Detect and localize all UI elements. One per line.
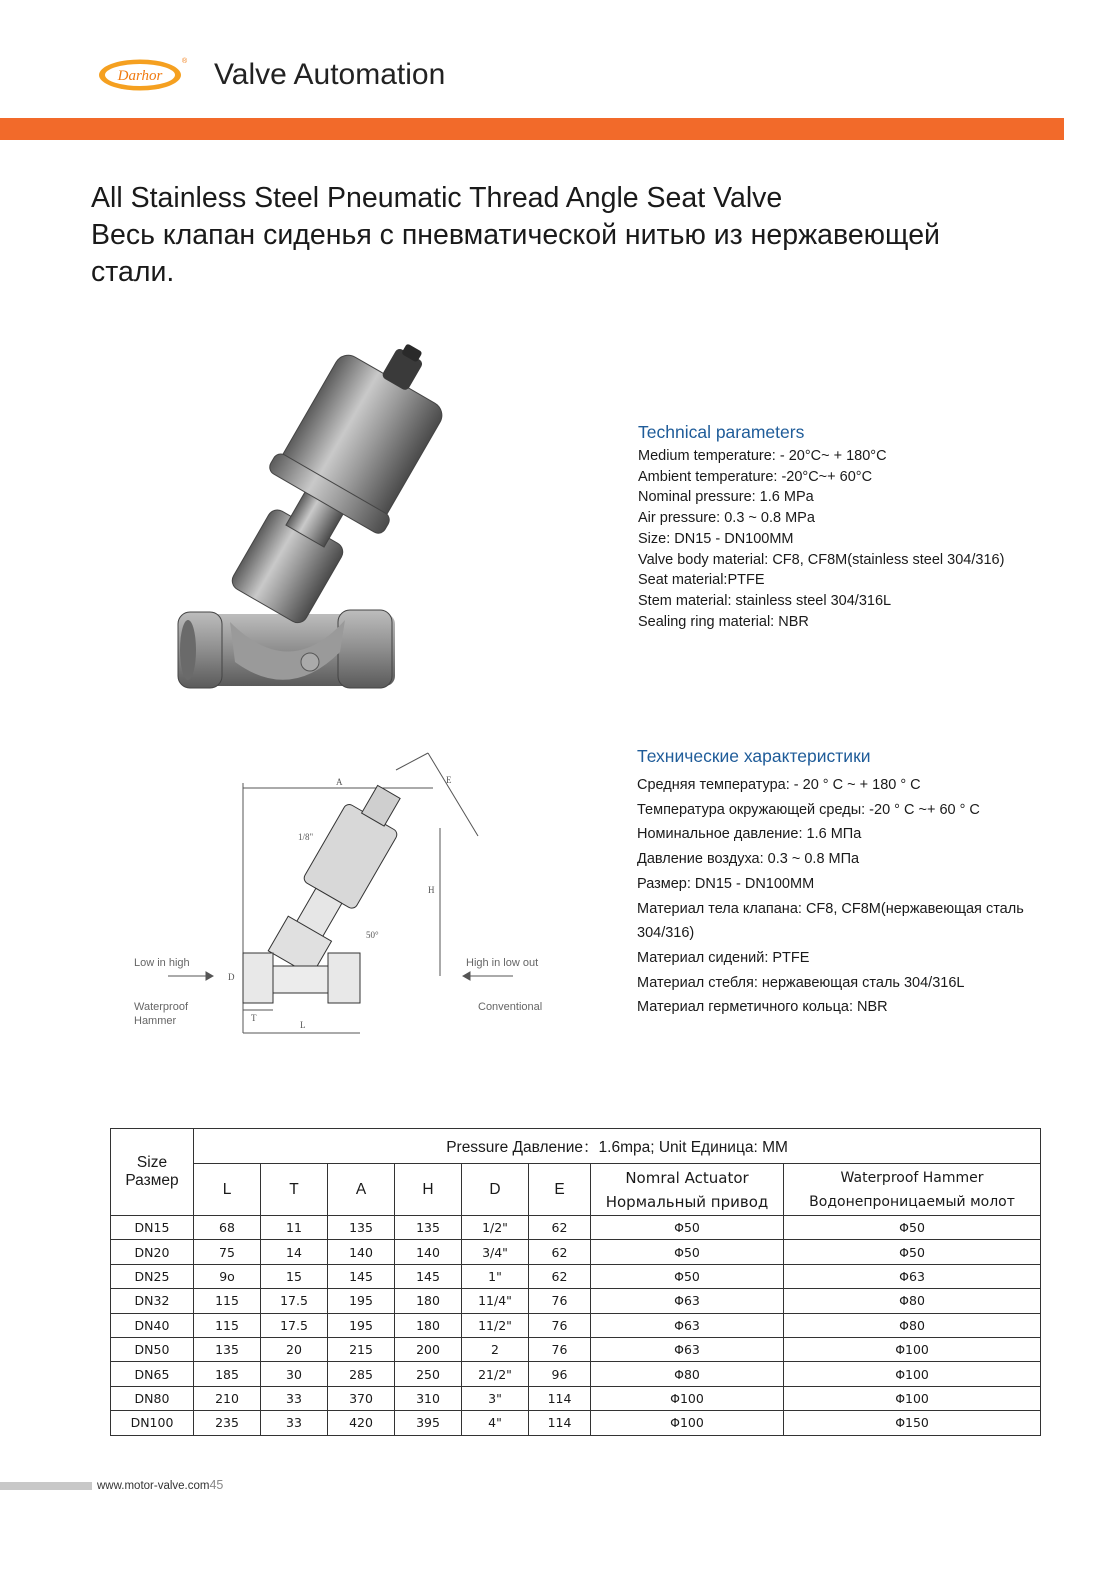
cell-l: 185	[194, 1362, 261, 1386]
tech-params-en	[638, 422, 1078, 632]
actuator-header-ru: Нормальный привод	[605, 1192, 769, 1211]
cell-h: 180	[395, 1289, 462, 1313]
tech-en-line: Nominal pressure: 1.6 MPa	[638, 489, 814, 506]
cell-actuator: Φ100	[591, 1411, 784, 1435]
footer	[97, 1478, 223, 1492]
cell-a: 420	[328, 1411, 395, 1435]
cell-e: 76	[529, 1313, 591, 1337]
cell-h: 310	[395, 1386, 462, 1410]
cell-d: 11/2"	[462, 1313, 529, 1337]
col-header-l: L	[194, 1164, 261, 1216]
cell-d: 1/2"	[462, 1216, 529, 1240]
cell-hammer: Φ100	[784, 1337, 1041, 1361]
header-accent-bar	[0, 118, 1064, 140]
cell-l: 210	[194, 1386, 261, 1410]
cell-h: 140	[395, 1240, 462, 1264]
table-row	[111, 1289, 1041, 1313]
col-header-h: H	[395, 1164, 462, 1216]
cell-d: 4"	[462, 1411, 529, 1435]
cell-hammer: Φ80	[784, 1289, 1041, 1313]
tech-ru-line: Давление воздуха: 0.3 ~ 0.8 МПа	[637, 851, 860, 868]
cell-a: 370	[328, 1386, 395, 1410]
cell-t: 33	[261, 1386, 328, 1410]
cell-e: 62	[529, 1264, 591, 1288]
cell-h: 250	[395, 1362, 462, 1386]
cell-size: DN40	[111, 1313, 194, 1337]
size-header-ru: Размер	[125, 1172, 179, 1189]
cell-e: 114	[529, 1386, 591, 1410]
cell-hammer: Φ50	[784, 1216, 1041, 1240]
cell-h: 200	[395, 1337, 462, 1361]
col-header-hammer	[784, 1164, 1041, 1216]
tech-en-line: Seat material:PTFE	[638, 572, 765, 589]
cell-size: DN32	[111, 1289, 194, 1313]
tech-ru-line: Материал герметичного кольца: NBR	[637, 999, 888, 1016]
size-header	[111, 1129, 194, 1216]
darhor-logo	[98, 56, 186, 92]
tech-en-line: Air pressure: 0.3 ~ 0.8 MPa	[638, 510, 815, 527]
col-header-e: E	[529, 1164, 591, 1216]
hammer-header-en: Waterproof Hammer	[840, 1169, 984, 1186]
cell-a: 135	[328, 1216, 395, 1240]
angle-label: 50°	[366, 930, 379, 940]
dimension-table-body	[111, 1216, 1041, 1436]
label-waterproof: Waterproof	[134, 1001, 189, 1013]
cell-size: DN100	[111, 1411, 194, 1435]
cell-h: 135	[395, 1216, 462, 1240]
logo-text: Darhor	[117, 68, 163, 84]
cell-a: 140	[328, 1240, 395, 1264]
tech-ru-line: Размер: DN15 - DN100MM	[637, 875, 815, 892]
tech-en-line: Valve body material: CF8, CF8M(stainless steel 304/316)	[638, 551, 1005, 568]
tech-en-line: Ambient temperature: -20°C~+ 60°C	[638, 468, 873, 485]
cell-hammer: Φ80	[784, 1313, 1041, 1337]
cell-d: 3/4"	[462, 1240, 529, 1264]
cell-hammer: Φ100	[784, 1386, 1041, 1410]
tech-ru-line: Материал стебля: нержавеющая сталь 304/316L	[637, 974, 965, 991]
thread-label: 1/8"	[298, 832, 314, 842]
cell-size: DN80	[111, 1386, 194, 1410]
cell-size: DN25	[111, 1264, 194, 1288]
cell-actuator: Φ50	[591, 1240, 784, 1264]
cell-h: 395	[395, 1411, 462, 1435]
cell-actuator: Φ80	[591, 1362, 784, 1386]
cell-a: 215	[328, 1337, 395, 1361]
product-title-ru-line2: стали.	[91, 256, 175, 288]
cell-size: DN20	[111, 1240, 194, 1264]
cell-hammer: Φ63	[784, 1264, 1041, 1288]
tech-en-line: Medium temperature: - 20°C~ + 180°C	[638, 448, 887, 464]
valve-technical-drawing	[128, 748, 548, 1043]
page-number: 45	[209, 1478, 224, 1492]
cell-actuator: Φ50	[591, 1264, 784, 1288]
cell-e: 114	[529, 1411, 591, 1435]
label-hammer: Hammer	[134, 1015, 177, 1027]
cell-size: DN65	[111, 1362, 194, 1386]
cell-e: 62	[529, 1216, 591, 1240]
tech-ru-line: Номинальное давление: 1.6 МПа	[637, 826, 862, 843]
table-row	[111, 1216, 1041, 1240]
hammer-header-ru: Водонепроницаемый молот	[809, 1193, 1015, 1210]
cell-d: 2	[462, 1337, 529, 1361]
valve-product-photo	[170, 332, 510, 712]
cell-e: 76	[529, 1289, 591, 1313]
tech-ru-line: Средняя температура: - 20 ° C ~ + 180 ° C	[637, 777, 921, 793]
cell-hammer: Φ150	[784, 1411, 1041, 1435]
dimension-table	[110, 1128, 1041, 1436]
tech-params-ru	[637, 746, 1057, 1020]
cell-l: 135	[194, 1337, 261, 1361]
pressure-header: Pressure Давление：1.6mpa; Unit Единица: MM	[194, 1129, 1041, 1164]
dim-label-d: D	[228, 972, 235, 982]
dim-label-e: E	[446, 775, 452, 785]
tech-params-en-heading: Technical parameters	[638, 422, 805, 442]
table-row	[111, 1313, 1041, 1337]
cell-l: 75	[194, 1240, 261, 1264]
cell-l: 9o	[194, 1264, 261, 1288]
cell-t: 14	[261, 1240, 328, 1264]
cell-a: 285	[328, 1362, 395, 1386]
table-row	[111, 1362, 1041, 1386]
actuator-header-en: Nomral Actuator	[625, 1168, 749, 1187]
label-conventional: Conventional	[478, 1001, 543, 1013]
table-row	[111, 1240, 1041, 1264]
cell-actuator: Φ63	[591, 1289, 784, 1313]
brand-title: Valve Automation	[214, 58, 446, 91]
cell-actuator: Φ63	[591, 1313, 784, 1337]
cell-e: 96	[529, 1362, 591, 1386]
tech-ru-line: Температура окружающей среды: -20 ° C ~+ 60 ° C	[637, 801, 980, 818]
cell-t: 11	[261, 1216, 328, 1240]
table-row	[111, 1386, 1041, 1410]
cell-t: 33	[261, 1411, 328, 1435]
cell-hammer: Φ50	[784, 1240, 1041, 1264]
cell-actuator: Φ63	[591, 1337, 784, 1361]
table-row	[111, 1337, 1041, 1361]
col-header-actuator	[591, 1164, 784, 1216]
cell-d: 1"	[462, 1264, 529, 1288]
cell-e: 62	[529, 1240, 591, 1264]
product-title	[91, 180, 1051, 291]
dim-label-h: H	[428, 885, 435, 895]
tech-en-line: Sealing ring material: NBR	[638, 613, 809, 630]
cell-a: 195	[328, 1289, 395, 1313]
col-header-a: A	[328, 1164, 395, 1216]
dim-label-l: L	[300, 1020, 306, 1030]
table-row	[111, 1411, 1041, 1435]
cell-d: 3"	[462, 1386, 529, 1410]
product-title-en: All Stainless Steel Pneumatic Thread Angle Seat Valve	[91, 182, 783, 214]
tech-params-ru-heading: Технические характеристики	[637, 746, 871, 766]
cell-l: 68	[194, 1216, 261, 1240]
cell-h: 180	[395, 1313, 462, 1337]
product-title-ru-line1: Весь клапан сиденья с пневматической нитью из нержавеющей	[91, 219, 940, 251]
dim-label-t: T	[251, 1013, 257, 1023]
cell-actuator: Φ100	[591, 1386, 784, 1410]
footer-bar	[0, 1482, 92, 1490]
cell-t: 30	[261, 1362, 328, 1386]
col-header-t: T	[261, 1164, 328, 1216]
table-row	[111, 1264, 1041, 1288]
cell-t: 17.5	[261, 1313, 328, 1337]
dim-label-a: A	[336, 777, 343, 787]
cell-size: DN50	[111, 1337, 194, 1361]
size-header-en: Size	[136, 1154, 168, 1171]
cell-a: 195	[328, 1313, 395, 1337]
tech-ru-line: Материал сидений: PTFE	[637, 949, 810, 966]
cell-t: 17.5	[261, 1289, 328, 1313]
logo-registered-mark: ®	[182, 58, 188, 65]
cell-d: 11/4"	[462, 1289, 529, 1313]
tech-en-line: Stem material: stainless steel 304/316L	[638, 592, 892, 609]
cell-l: 115	[194, 1313, 261, 1337]
cell-actuator: Φ50	[591, 1216, 784, 1240]
col-header-d: D	[462, 1164, 529, 1216]
flow-low-in-high: Low in high	[134, 957, 190, 969]
tech-ru-line: Материал тела клапана: CF8, CF8M(нержавеющая сталь 304/316)	[637, 900, 1024, 942]
footer-url[interactable]: www.motor-valve.com	[97, 1480, 210, 1492]
tech-en-line: Size: DN15 - DN100MM	[638, 530, 794, 547]
cell-d: 21/2"	[462, 1362, 529, 1386]
cell-e: 76	[529, 1337, 591, 1361]
cell-t: 20	[261, 1337, 328, 1361]
cell-l: 235	[194, 1411, 261, 1435]
cell-t: 15	[261, 1264, 328, 1288]
cell-hammer: Φ100	[784, 1362, 1041, 1386]
cell-a: 145	[328, 1264, 395, 1288]
cell-h: 145	[395, 1264, 462, 1288]
cell-l: 115	[194, 1289, 261, 1313]
flow-high-in-low-out: High in low out	[466, 957, 539, 969]
cell-size: DN15	[111, 1216, 194, 1240]
